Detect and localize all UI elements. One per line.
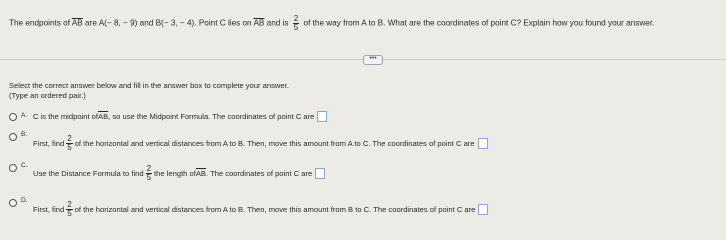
question-part: The endpoints of (9, 18, 72, 28)
option-letter: A. (21, 112, 28, 119)
segment-ab: $\overline{AB}$ (71, 18, 83, 28)
option-text (33, 134, 488, 152)
expand-button[interactable]: ••• (363, 55, 383, 65)
fraction (66, 135, 72, 152)
segment-ab: $\overline{AB}$ (195, 168, 206, 178)
fraction (146, 165, 152, 182)
option-letter: C. (21, 162, 28, 169)
answer-box[interactable] (317, 111, 327, 122)
option-text (33, 164, 325, 182)
instructions (9, 81, 289, 101)
segment-ab: $\overline{AB}$ (98, 112, 109, 121)
radio-button[interactable] (9, 199, 17, 207)
segment-ab: $\overline{AB}$ (253, 18, 265, 28)
option-text-part: C is the midpoint of (33, 112, 98, 121)
fraction-denominator: 5 (146, 172, 152, 182)
answer-box[interactable] (315, 168, 325, 179)
fraction-denominator: 5 (293, 23, 299, 32)
option-text-part: . The coordinates of point C are (206, 168, 313, 178)
option-letter: B. (21, 131, 28, 138)
option-text-part: First, find (33, 204, 65, 214)
fraction-numerator: 2 (293, 14, 299, 23)
option-text (33, 111, 327, 122)
option-letter: D. (21, 197, 28, 204)
option-text-part: of the horizontal and vertical distances from A to B. Then, move this amount from A to C. The coordinates of point C are (74, 138, 475, 148)
option-text-part: Use the Distance Formula to find (33, 168, 144, 178)
question-text (9, 15, 718, 32)
radio-button[interactable] (9, 113, 17, 121)
answer-box[interactable] (478, 204, 488, 215)
fraction-numerator: 2 (146, 163, 152, 173)
fraction-denominator: 5 (67, 142, 72, 152)
answer-box[interactable] (478, 138, 488, 149)
radio-button[interactable] (9, 133, 17, 141)
question-part: and is (264, 18, 291, 28)
option-text-part: , so use the Midpoint Formula. The coordinates of point C are (108, 112, 315, 121)
fraction-numerator: 2 (67, 199, 72, 209)
option-text-part: First, find (33, 138, 65, 148)
option-text-part: the length of (154, 168, 196, 178)
fraction (293, 15, 299, 32)
instruction-line: Select the correct answer below and fill in the answer box to complete your answer. (9, 81, 289, 90)
question-part: are A(− 8, − 9) and B(− 3, − 4). Point C lies on (82, 18, 254, 28)
question-part: of the way from A to B. What are the coordinates of point C? Explain how you found your answer. (301, 18, 655, 28)
radio-button[interactable] (9, 164, 17, 172)
instruction-hint: (Type an ordered pair.) (9, 91, 86, 100)
option-text-part: of the horizontal and vertical distances from A to B. Then, move this amount from B to C. The coordinates of point C are (74, 204, 476, 214)
fraction (66, 201, 72, 218)
fraction-numerator: 2 (67, 133, 72, 143)
option-text (33, 200, 488, 218)
fraction-denominator: 5 (67, 208, 72, 218)
